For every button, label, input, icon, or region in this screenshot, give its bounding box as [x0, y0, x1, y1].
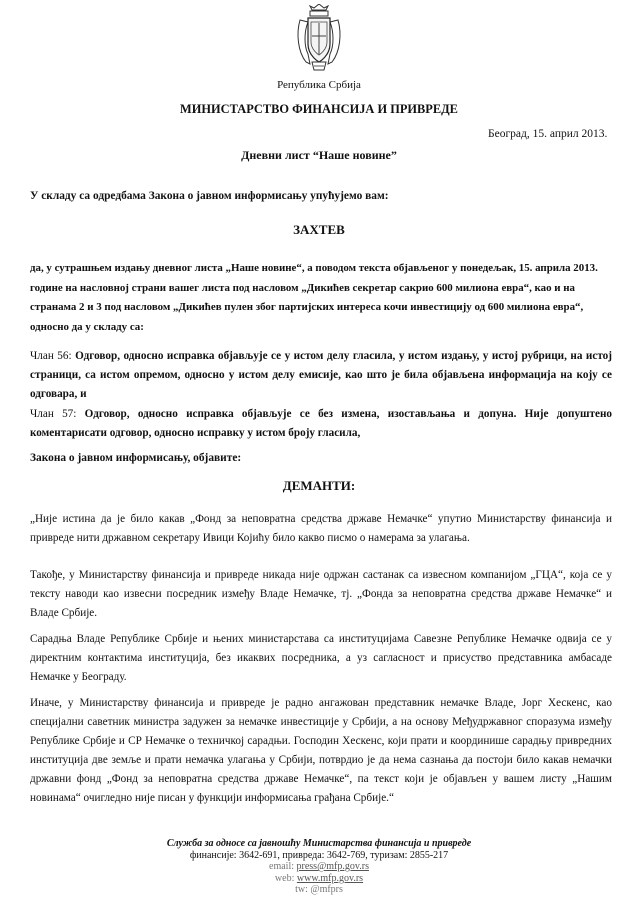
footer-service: Служба за односе са јавношћу Министарства финансија и привреде [166, 838, 472, 849]
request-line: године на насловној страни вашег листа под насловом „Дикићев секретар сакрио 600 милиона евра“, као и на [30, 282, 575, 294]
article-56-text: Одговор, односно исправка објављује се у истом делу гласила, у истом издању, у истој рубрици, на истој страници, са истом опремом, односно у истом делу емисије, као што је била објављена информација на коју се одговара, и [30, 350, 612, 400]
footer-email-row [0, 861, 638, 873]
addressee: Дневни лист “Наше новине” [241, 148, 397, 162]
article-57-text: Одговор, односно исправка објављује се без измена, изостављања и допуна. Није допуштено коментарисати одговор, односно исправку у истом броју гласила, [30, 408, 613, 439]
article-57-label: Члан 57: [30, 408, 77, 420]
article-57 [30, 405, 612, 443]
footer-email-link[interactable]: press@mfp.gov.rs [296, 861, 369, 872]
article-56-label: Члан 56: [30, 350, 72, 362]
article-56 [30, 347, 612, 404]
request-line: да, у сутрашњем издању дневног листа „Наше новине“, а поводом текста објављеног у понедељак, 15. априла 2013. [30, 262, 598, 274]
footer-email-label: email: [269, 861, 295, 872]
document-date: Београд, 15. април 2013. [488, 128, 608, 140]
denial-paragraph: „Није истина да је било какав „Фонд за неповратна средства државе Немачке“ упутио Министарству финансија и привреде нити државном секретару Ивици Којићу било какво писмо о намерама за улагања. [30, 513, 612, 544]
denial-paragraph: Сарадња Владе Републике Србије и њених министарстава са институцијама Савезне Републике Немачке одвија се у директним контактима институција, без икаквих посредника, а уз сагласност и присуство представника амбасаде Немачке у Београду. [30, 633, 612, 683]
law-line: Закона о јавном информисању, објавите: [30, 452, 242, 464]
footer-twitter-handle[interactable]: @mfprs [310, 884, 343, 895]
request-title: ЗАХТЕВ [293, 222, 345, 237]
serbian-coat-of-arms-icon [294, 4, 344, 74]
denial-title: ДЕМАНТИ: [282, 478, 356, 493]
footer-twitter-row [0, 884, 638, 896]
ministry-title: МИНИСТАРСТВО ФИНАНСИЈА И ПРИВРЕДЕ [180, 102, 458, 116]
intro-text: У складу са одредбама Закона о јавном информисању упућујемо вам: [30, 190, 389, 202]
denial-paragraph: Иначе, у Министарству финансија и привреде је радно ангажован представник немачке Владе, Јорг Хескенс, као специјални саветник министра задужен за немачке инвестиције у Србији, а на основу Међудржавног споразума између Републике Србије и СР Немачке о техничкој сарадњи. Господин Хескенс, који прати и координише сарадњу привредних институција две земље и прати немачка улагања у Србији, потврдио је да нема сазнања да постоји било какав немачки државни фонд „Фонд за неповратна средства државе Немачке“, па текст који је објављен у вашем листу „Нашим новинама“ очигледно није писан у функцији информисања грађана Србије.“ [30, 697, 612, 804]
request-line: односно да у складу са: [30, 321, 144, 333]
footer [0, 838, 638, 896]
footer-twitter-label: tw: [295, 884, 308, 895]
footer-web-link[interactable]: www.mfp.gov.rs [296, 872, 364, 884]
footer-phones: финансије: 3642-691, привреда: 3642-769, туризам: 2855-217 [189, 849, 449, 861]
country-name: Република Србија [277, 79, 361, 91]
denial-paragraph: Такође, у Министарству финансија и привреде никада није одржан састанак са извесном компанијом „ГЦА“, која се у тексту наводи као извесни посредник између Владе Немачке, тј. „Фонда за неповратна средства државе Немачке“ и Владе Србије. [30, 569, 612, 619]
footer-web-label: web: [274, 872, 295, 884]
footer-web-row [0, 873, 638, 885]
request-line: странама 2 и 3 под насловом „Дикићев пулен због партијских интереса кочи инвестицију од 600 милиона евра“, [30, 301, 584, 313]
